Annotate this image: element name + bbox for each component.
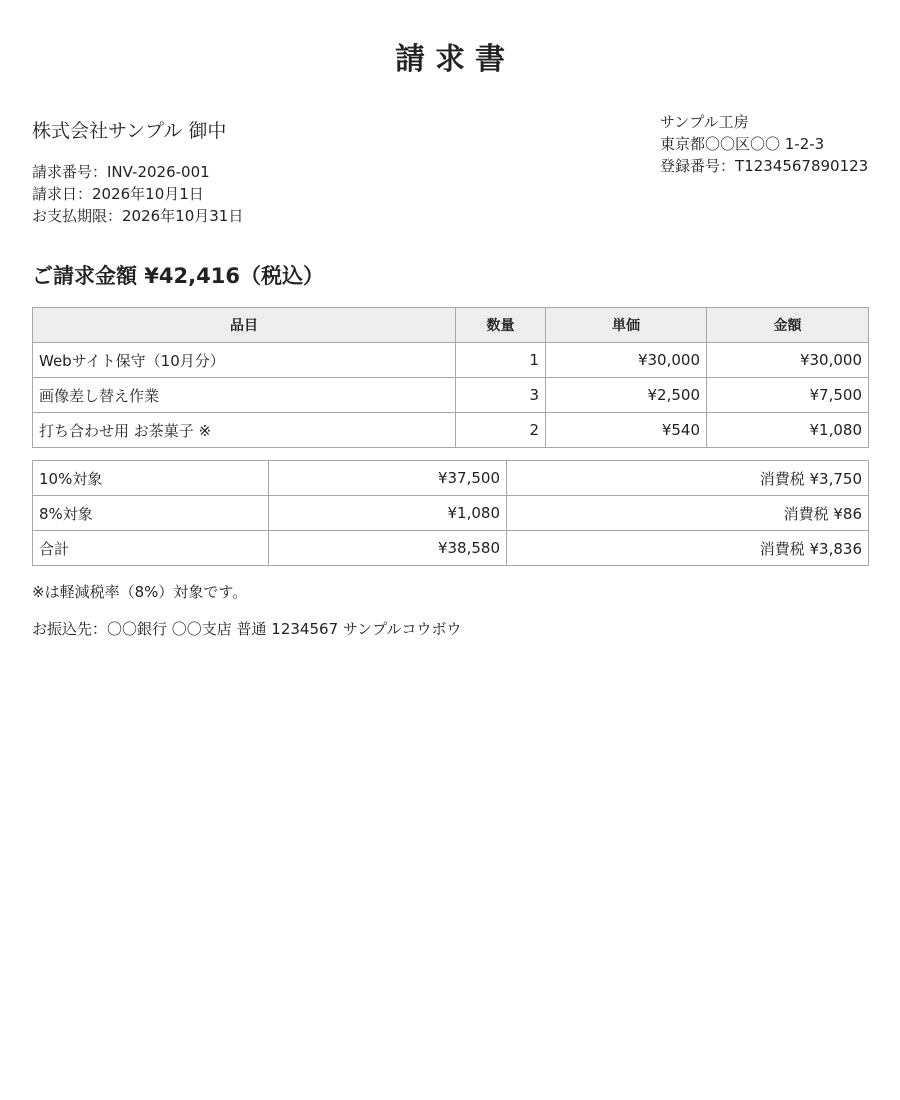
issuer-address: 東京都〇〇区〇〇 1-2-3 <box>660 135 825 153</box>
item-amount: ¥1,080 <box>707 413 869 448</box>
item-unit-price: ¥30,000 <box>546 343 707 378</box>
table-row <box>33 343 869 378</box>
item-quantity: 1 <box>456 343 546 378</box>
item-unit-price: ¥540 <box>546 413 707 448</box>
item-name: 打ち合わせ用 お茶菓子 ※ <box>33 413 456 448</box>
invoice-meta <box>32 161 243 227</box>
item-amount: ¥7,500 <box>707 378 869 413</box>
item-unit-price: ¥2,500 <box>546 378 707 413</box>
total-amount: ご請求金額 ¥42,416（税込） <box>32 264 324 288</box>
header-item: 品目 <box>33 308 456 343</box>
invoice-date: 請求日：2026年10月1日 <box>32 185 204 203</box>
item-name: 画像差し替え作業 <box>33 378 456 413</box>
header-quantity: 数量 <box>456 308 546 343</box>
table-row <box>33 461 869 496</box>
due-date: お支払期限：2026年10月31日 <box>32 207 244 225</box>
items-table <box>32 307 869 448</box>
issuer-block <box>660 111 890 177</box>
summary-subtotal: ¥37,500 <box>269 461 507 496</box>
summary-subtotal: ¥38,580 <box>269 531 507 566</box>
item-quantity: 3 <box>456 378 546 413</box>
summary-tax: 消費税 ¥3,836 <box>507 531 869 566</box>
summary-tax: 消費税 ¥3,750 <box>507 461 869 496</box>
addressee: 株式会社サンプル 御中 <box>32 120 227 142</box>
invoice-title: 請求書 <box>395 42 515 77</box>
issuer-name: サンプル工房 <box>660 113 749 131</box>
summary-label: 合計 <box>33 531 269 566</box>
reduced-tax-note: ※は軽減税率（8%）対象です。 <box>32 583 248 601</box>
summary-label: 8%対象 <box>33 496 269 531</box>
items-header-row <box>33 308 869 343</box>
table-row <box>33 496 869 531</box>
tax-summary-table <box>32 460 869 566</box>
issuer-registration: 登録番号：T1234567890123 <box>660 157 869 175</box>
invoice-number: 請求番号：INV-2026-001 <box>32 163 210 181</box>
item-name: Webサイト保守（10月分） <box>33 343 456 378</box>
summary-subtotal: ¥1,080 <box>269 496 507 531</box>
table-row <box>33 531 869 566</box>
item-quantity: 2 <box>456 413 546 448</box>
table-row <box>33 378 869 413</box>
summary-label: 10%対象 <box>33 461 269 496</box>
summary-tax: 消費税 ¥86 <box>507 496 869 531</box>
bank-details: お振込先：〇〇銀行 〇〇支店 普通 1234567 サンプルコウボウ <box>32 620 462 638</box>
table-row <box>33 413 869 448</box>
header-amount: 金額 <box>707 308 869 343</box>
header-unit-price: 単価 <box>546 308 707 343</box>
item-amount: ¥30,000 <box>707 343 869 378</box>
